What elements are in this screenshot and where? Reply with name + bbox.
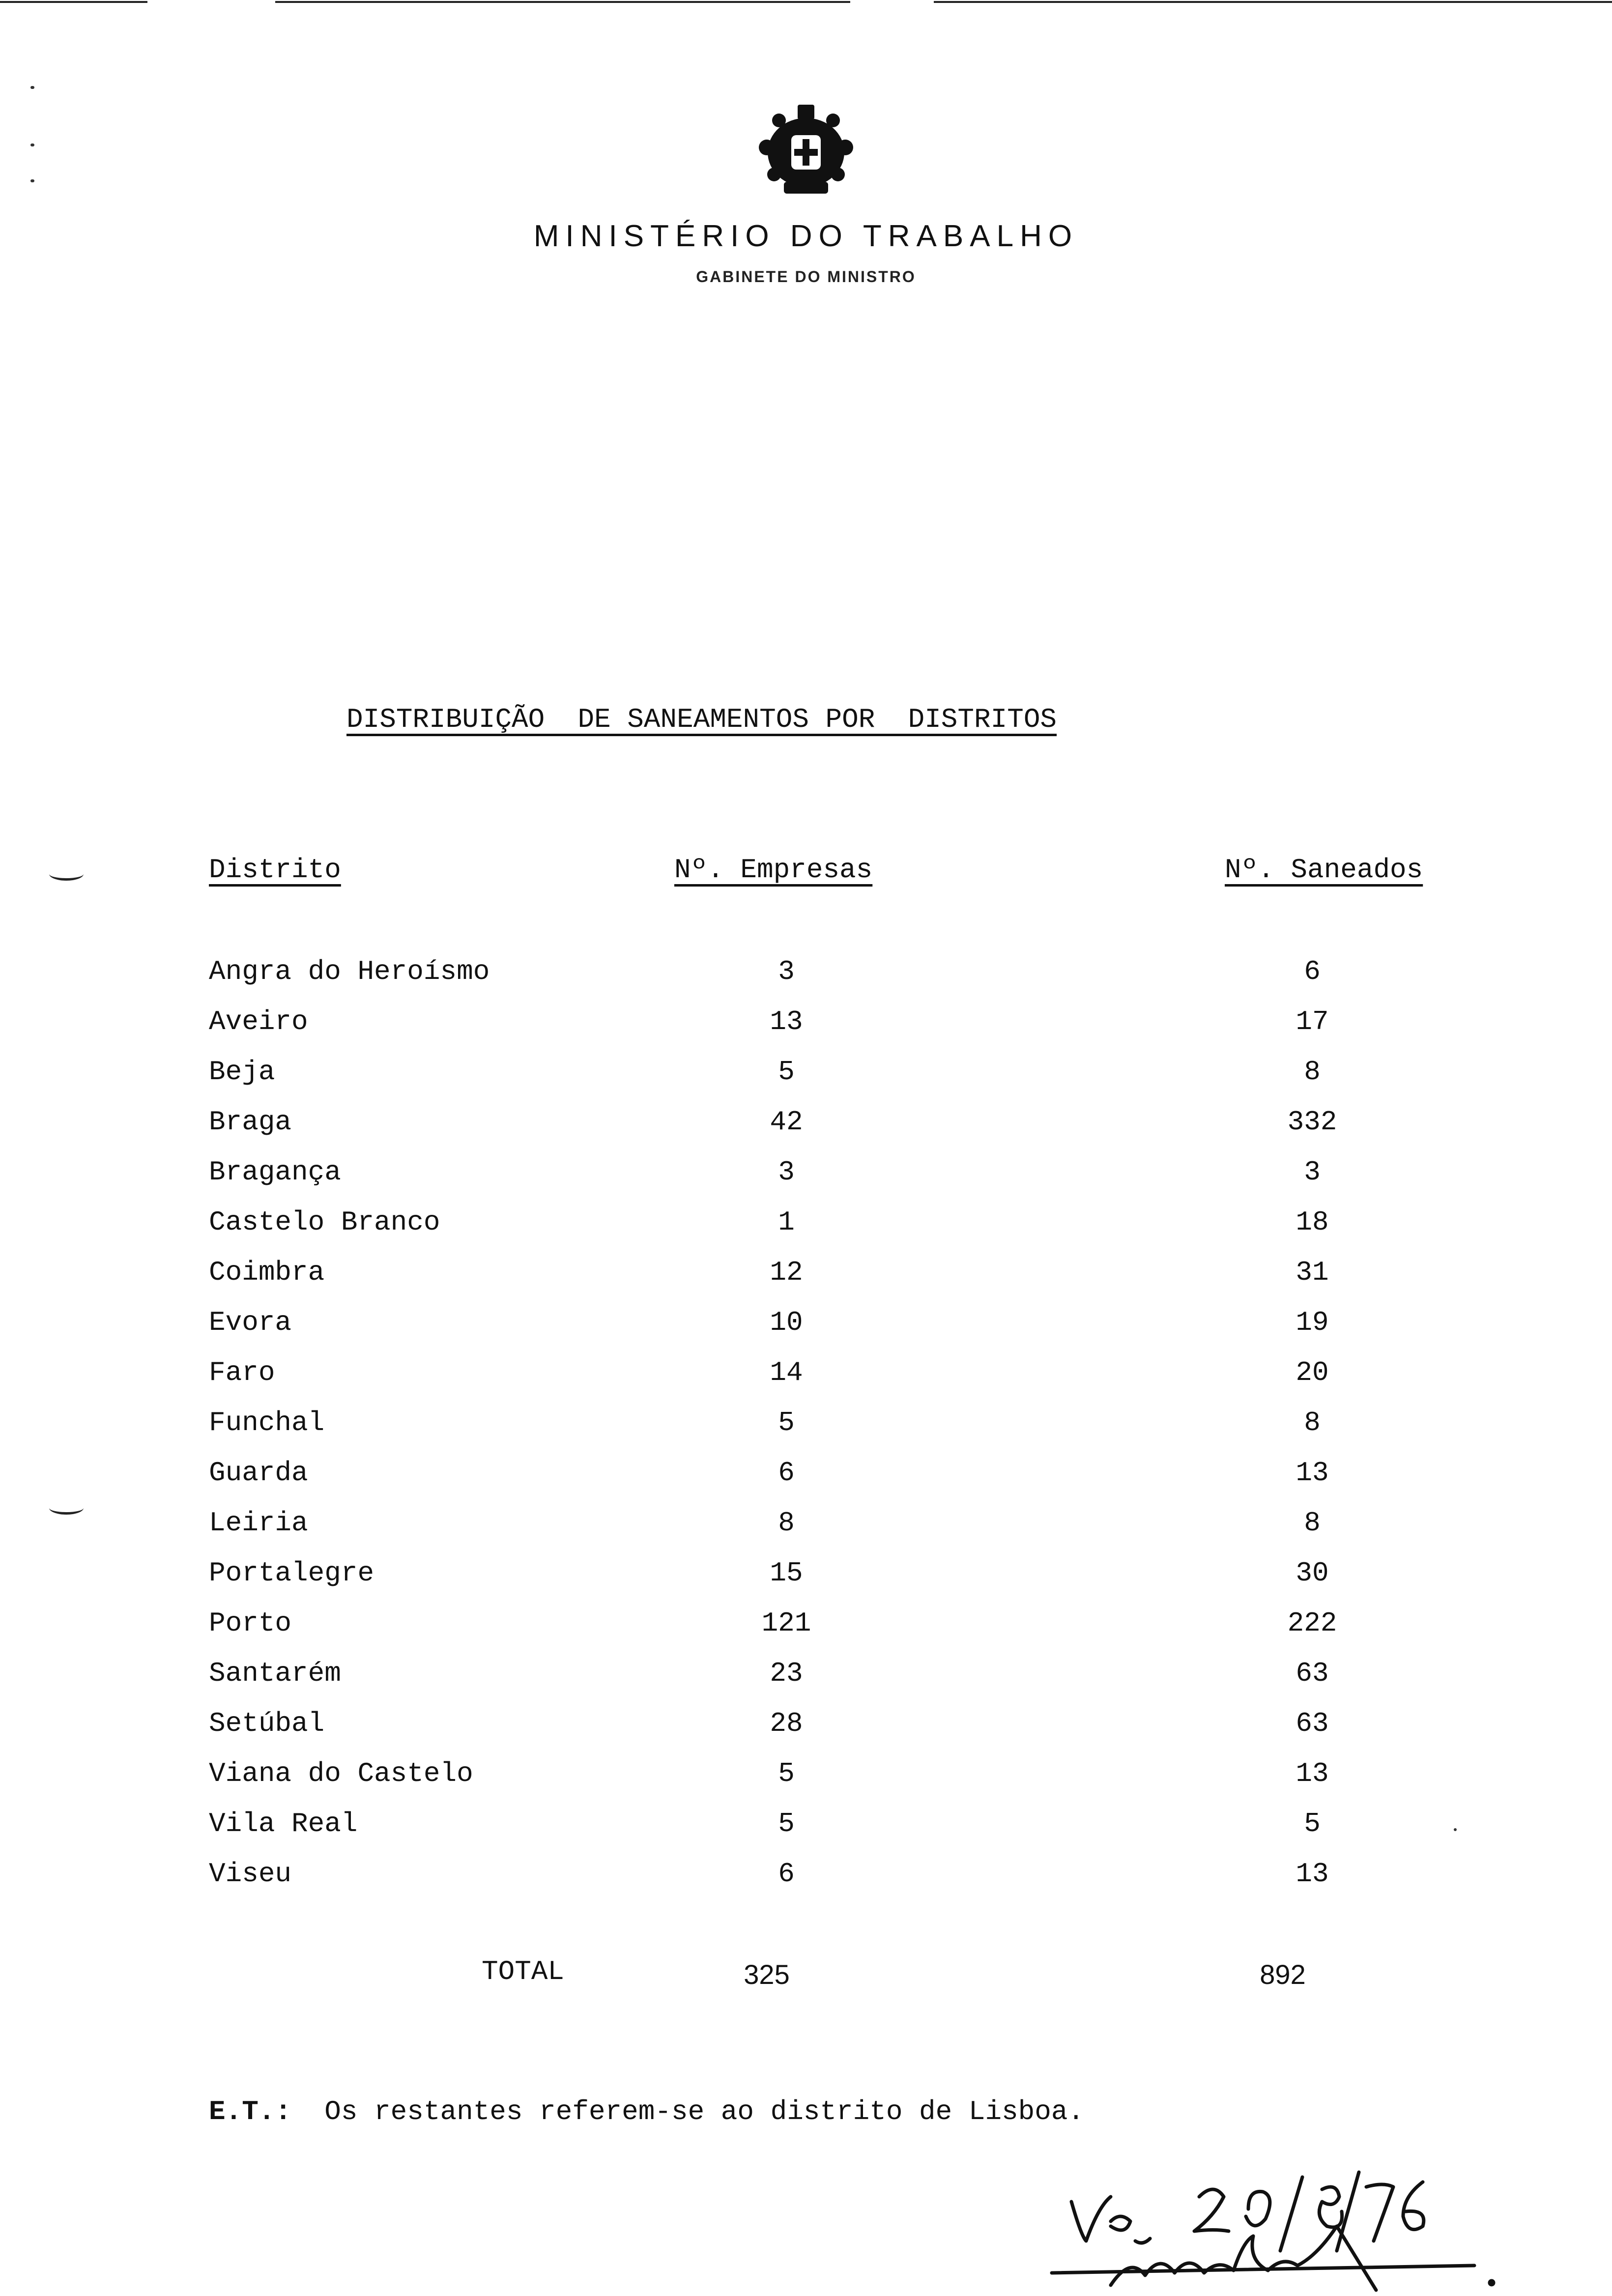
district-name: Portalegre [209,1557,374,1589]
purged-count: 332 [1287,1106,1337,1138]
purged-count: 20 [1295,1357,1329,1388]
purged-count: 18 [1295,1206,1329,1238]
coat-of-arms-icon [745,101,867,199]
companies-count: 12 [770,1257,803,1288]
district-name: Guarda [209,1457,308,1489]
header-companies: Nº. Empresas [674,854,873,886]
table-row [0,1457,1612,1507]
total-purged: 892 [1260,1959,1306,1990]
table-row [0,1056,1612,1106]
table-row [0,1507,1612,1557]
companies-count: 15 [770,1557,803,1589]
table-row [0,1708,1612,1758]
margin-mark [30,86,34,89]
district-name: Viana do Castelo [209,1758,473,1789]
purged-count: 8 [1304,1056,1321,1088]
purged-count: 19 [1295,1307,1329,1338]
table-row [0,1307,1612,1357]
companies-count: 121 [761,1607,811,1639]
companies-count: 6 [778,1457,795,1489]
table-row [0,1407,1612,1457]
companies-count: 6 [778,1858,795,1890]
footnote [209,2096,1084,2127]
district-name: Faro [209,1357,275,1388]
purged-count: 13 [1295,1758,1329,1789]
table-row [0,1006,1612,1056]
district-name: Evora [209,1307,292,1338]
footnote-text: Os restantes referem-se ao distrito de Lisboa. [324,2096,1085,2127]
district-name: Coimbra [209,1257,325,1288]
companies-count: 3 [778,1156,795,1188]
purged-count: 3 [1304,1156,1321,1188]
district-name: Angra do Heroísmo [209,956,490,987]
table-row [0,1808,1612,1858]
district-name: Braga [209,1106,292,1138]
purged-count: 13 [1295,1858,1329,1890]
handwritten-signature [1012,2167,1504,2296]
table-row [0,1206,1612,1257]
header-district: Distrito [209,854,341,886]
margin-mark [30,144,34,146]
district-name: Bragança [209,1156,341,1188]
district-name: Beja [209,1056,275,1088]
purged-count: 63 [1295,1708,1329,1739]
purged-count: 31 [1295,1257,1329,1288]
table-row [0,1257,1612,1307]
purged-count: 8 [1304,1407,1321,1438]
companies-count: 10 [770,1307,803,1338]
companies-count: 8 [778,1507,795,1539]
companies-count: 13 [770,1006,803,1037]
district-name: Castelo Branco [209,1206,440,1238]
companies-count: 5 [778,1056,795,1088]
district-name: Aveiro [209,1006,308,1037]
scan-line-2 [275,1,496,3]
table-row [0,1607,1612,1658]
header-purged: Nº. Saneados [1225,854,1423,886]
table-row [0,1106,1612,1156]
companies-count: 23 [770,1658,803,1689]
footnote-spacer [291,2096,324,2127]
purged-count: 13 [1295,1457,1329,1489]
scan-line-4 [934,1,1612,3]
table-row [0,1658,1612,1708]
margin-mark [30,179,34,182]
scan-line-3 [496,1,850,3]
total-label: TOTAL [482,1956,565,1987]
table-row [0,1758,1612,1808]
purged-count: 222 [1287,1607,1337,1639]
footnote-label: E.T.: [209,2096,292,2127]
companies-count: 14 [770,1357,803,1388]
companies-count: 5 [778,1407,795,1438]
district-name: Funchal [209,1407,325,1438]
cabinet-name: GABINETE DO MINISTRO [696,268,916,286]
punch-hole-mark [49,867,84,881]
purged-count: 17 [1295,1006,1329,1037]
district-name: Porto [209,1607,292,1639]
table-row [0,1156,1612,1206]
table-row [0,956,1612,1006]
purged-count: 5 [1304,1808,1321,1839]
companies-count: 1 [778,1206,795,1238]
purged-count: 63 [1295,1658,1329,1689]
companies-count: 5 [778,1808,795,1839]
document-title: DISTRIBUIÇÃO DE SANEAMENTOS POR DISTRITOS [346,704,1057,735]
district-name: Setúbal [209,1708,325,1739]
total-companies: 325 [744,1959,790,1990]
district-name: Viseu [209,1858,292,1890]
district-name: Vila Real [209,1808,358,1839]
table-row [0,1557,1612,1607]
purged-count: 6 [1304,956,1321,987]
ministry-name: MINISTÉRIO DO TRABALHO [533,219,1079,253]
district-name: Leiria [209,1507,308,1539]
scan-line-1 [0,1,147,3]
companies-count: 5 [778,1758,795,1789]
purged-count: 8 [1304,1507,1321,1539]
companies-count: 42 [770,1106,803,1138]
purged-count: 30 [1295,1557,1329,1589]
district-name: Santarém [209,1658,341,1689]
table-row [0,1858,1612,1908]
companies-count: 3 [778,956,795,987]
table-row [0,1357,1612,1407]
companies-count: 28 [770,1708,803,1739]
